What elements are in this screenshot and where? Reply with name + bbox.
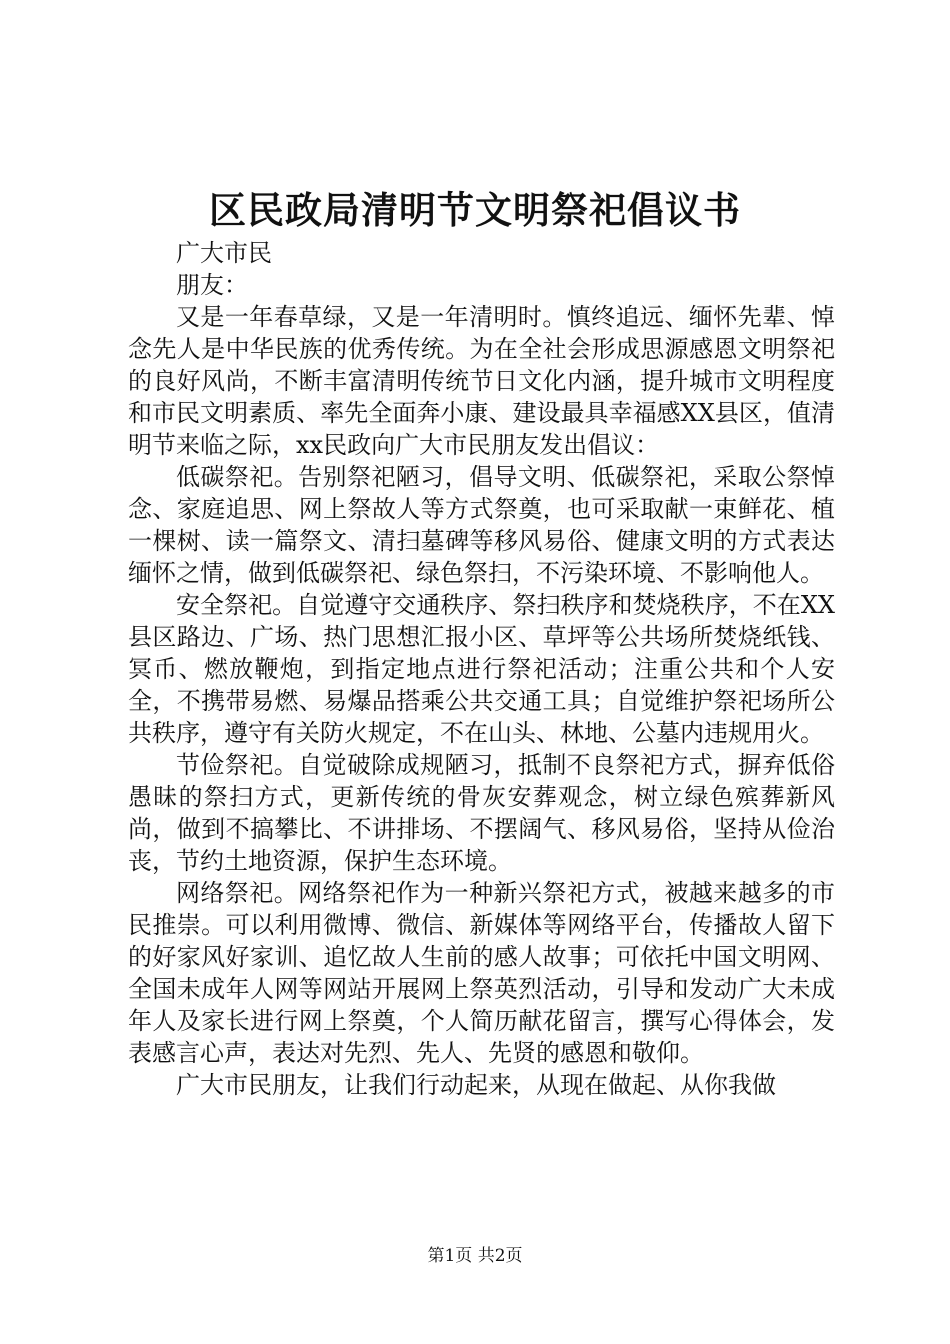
salutation-line-1: 广大市民 (176, 239, 272, 267)
salutation-line-2: 朋友： (176, 271, 248, 299)
page-indicator: 第1页 共2页 (427, 1246, 523, 1266)
document-title: 区民政局清明节文明祭祀倡议书 (209, 188, 741, 232)
paragraph-intro: 又是一年春草绿，又是一年清明时。慎终追远、缅怀先辈、悼念先人是中华民族的优秀传统。为在全社会形成思源感恩文明祭祀的良好风尚，不断丰富清明传统节日文化内涵，提升城市文明程度和市民文明素质、率先全面奔小康、建设最具幸福感XX县区，值清明节来临之际，xx民政向广大市民朋友发出倡议： (128, 303, 835, 459)
paragraph-safety: 安全祭祀。自觉遵守交通秩序、祭扫秩序和焚烧秩序，不在XX县区路边、广场、热门思想汇报小区、草坪等公共场所焚烧纸钱、冥币、燃放鞭炮，到指定地点进行祭祀活动；注重公共和个人安全，不携带易燃、易爆品搭乘公共交通工具；自觉维护祭祀场所公共秩序，遵守有关防火规定，不在山头、林地、公墓内违规用火。 (128, 591, 835, 747)
paragraph-closing: 广大市民朋友，让我们行动起来，从现在做起、从你我做 (176, 1071, 776, 1099)
paragraph-frugal: 节俭祭祀。自觉破除成规陋习，抵制不良祭祀方式，摒弃低俗愚昧的祭扫方式，更新传统的骨灰安葬观念，树立绿色殡葬新风尚，做到不搞攀比、不讲排场、不摆阔气、移风易俗，坚持从俭治丧，节约土地资源，保护生态环境。 (128, 751, 835, 875)
paragraph-low-carbon: 低碳祭祀。告别祭祀陋习，倡导文明、低碳祭祀，采取公祭悼念、家庭追思、网上祭故人等方式祭奠，也可采取献一束鲜花、植一棵树、读一篇祭文、清扫墓碑等移风易俗、健康文明的方式表达缅怀之情，做到低碳祭祀、绿色祭扫，不污染环境、不影响他人。 (128, 463, 835, 587)
paragraph-online: 网络祭祀。网络祭祀作为一种新兴祭祀方式，被越来越多的市民推崇。可以利用微博、微信、新媒体等网络平台，传播故人留下的好家风好家训、追忆故人生前的感人故事；可依托中国文明网、全国未成年人网等网站开展网上祭英烈活动，引导和发动广大未成年人及家长进行网上祭奠，个人简历献花留言，撰写心得体会，发表感言心声，表达对先烈、先人、先贤的感恩和敬仰。 (128, 879, 835, 1067)
document-body (128, 237, 835, 1101)
